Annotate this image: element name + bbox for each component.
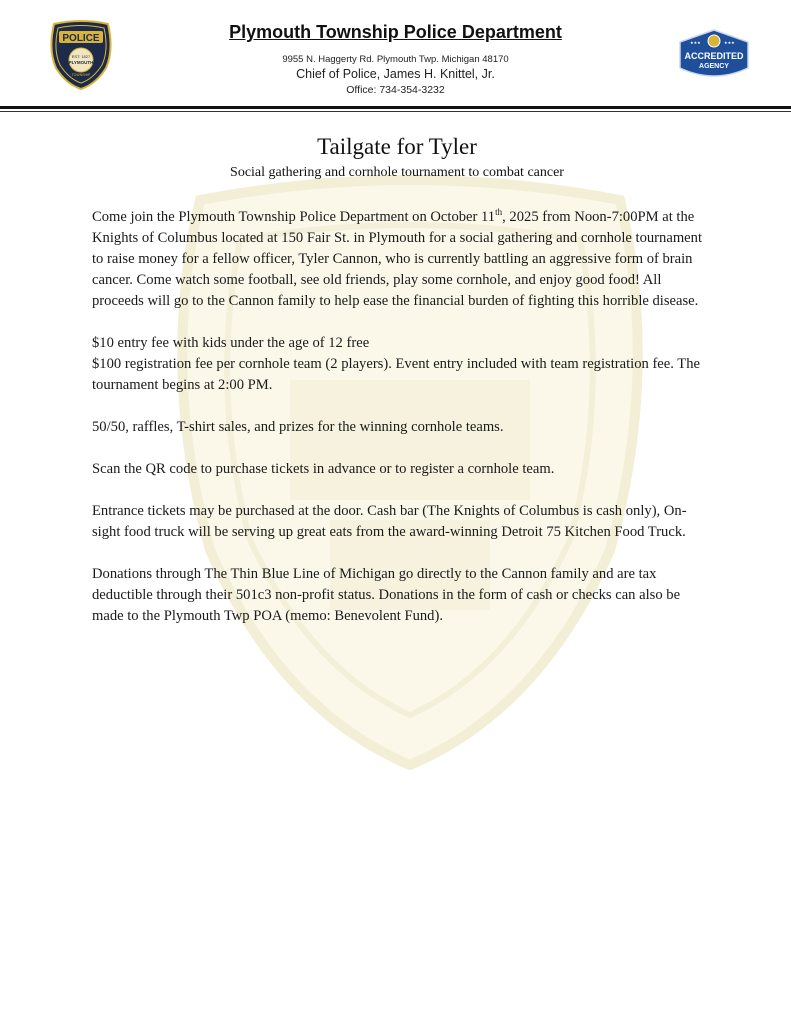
flyer-subtitle: Social gathering and cornhole tournament to combat cancer	[230, 165, 564, 180]
date-suffix: th	[495, 207, 503, 218]
accredited-agency-badge	[676, 28, 752, 82]
entrance-paragraph: Entrance tickets may be purchased at the door. Cash bar (The Knights of Columbus is cash only), On-sight food truck will be serving up great eats from the award-winning Detroit 75 Kitchen Food Truck.	[92, 503, 687, 540]
letterhead	[0, 0, 791, 110]
registration-fee-line: $100 registration fee per cornhole team (2 players). Event entry included with team registration fee. The tournament begins at 2:00 PM.	[92, 356, 700, 393]
header-rule	[0, 106, 791, 109]
entry-fee-line: $10 entry fee with kids under the age of 12 free	[92, 335, 370, 351]
svg-text:★★★: ★★★	[690, 40, 701, 45]
svg-text:AGENCY: AGENCY	[699, 63, 729, 70]
extras-paragraph: 50/50, raffles, T-shirt sales, and prizes for the winning cornhole teams.	[92, 419, 504, 435]
svg-text:★★★: ★★★	[724, 40, 735, 45]
header-rule-thin	[0, 111, 791, 112]
fees-paragraph	[92, 333, 702, 396]
svg-text:PLYMOUTH: PLYMOUTH	[68, 60, 94, 65]
department-name: Plymouth Township Police Department	[229, 22, 562, 42]
donations-paragraph: Donations through The Thin Blue Line of Michigan go directly to the Cannon family and are tax deductible through their 501c3 non-profit status. Donations in the form of cash or checks can also be made to the Plymouth Twp POA (memo: Benevolent Fund).	[92, 566, 681, 624]
flyer-body	[92, 134, 702, 648]
intro-text-start: Come join the Plymouth Township Police Department on October 11	[92, 209, 496, 225]
svg-text:EST. 1827: EST. 1827	[71, 54, 91, 59]
flyer-title: Tailgate for Tyler	[317, 134, 477, 159]
svg-text:POLICE: POLICE	[62, 33, 100, 44]
department-address: 9955 N. Haggerty Rd. Plymouth Twp. Michigan 48170	[282, 54, 509, 65]
svg-text:ACCREDITED: ACCREDITED	[684, 51, 744, 61]
office-phone: Office: 734-354-3232	[346, 84, 445, 96]
svg-text:TOWNSHIP: TOWNSHIP	[71, 73, 91, 77]
chief-of-police: Chief of Police, James H. Knittel, Jr.	[296, 67, 495, 81]
intro-text-rest: , 2025 from Noon-7:00PM at the Knights of Columbus located at 150 Fair St. in Plymouth for a social gathering and cornhole tournament to raise money for a fellow officer, Tyler Cannon, who is currently battling an aggressive form of brain cancer. Come watch some football, see old friends, play some cornhole, and enjoy good food! All proceeds will go to the Cannon family to help ease the financial burden of fighting this horrible disease.	[92, 209, 702, 309]
intro-paragraph	[92, 207, 702, 312]
qr-paragraph: Scan the QR code to purchase tickets in advance or to register a cornhole team.	[92, 461, 555, 477]
